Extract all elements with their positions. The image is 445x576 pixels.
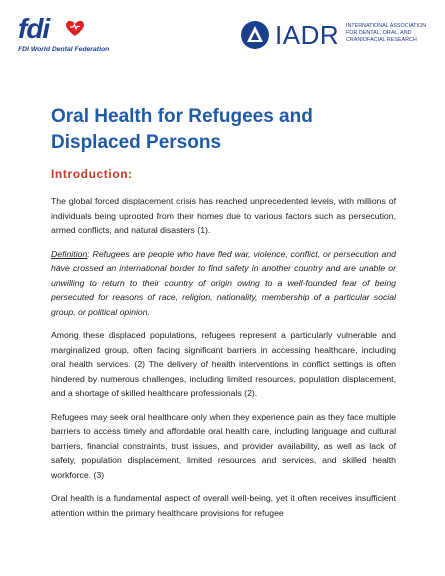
section-heading: Introduction: [51, 167, 133, 181]
iadr-logo-subtitle [346, 23, 445, 44]
paragraph: The global forced displacement crisis has reached unprecedented levels, with millions of individuals being uprooted from their homes due to various factors such as persecution, armed conflicts, and natural disasters (1). [51, 196, 396, 235]
paragraph: Oral health is a fundamental aspect of overall well-being, yet it often receives insufficient attention within the primary healthcare provisions for refugee [51, 493, 396, 518]
paragraph: Refugees may seek oral healthcare only when they experience pain as they face multiple barriers to access timely and affordable oral health care, including language and cultural barriers, financial constraints, trust issues, and provider availability, as well as lack of safety, population displacement, limited resources and services, and skilled health workforce. (3) [51, 411, 396, 480]
iadr-emblem-icon [240, 20, 270, 50]
iadr-subtitle-line: INTERNATIONAL ASSOCIATION [346, 23, 427, 29]
iadr-logo [240, 20, 440, 56]
definition-label: Definition [51, 248, 88, 259]
iadr-subtitle-line: FOR DENTAL, ORAL, AND [346, 30, 412, 36]
title-line: Oral Health for Refugees and [51, 106, 313, 127]
iadr-subtitle-line: CRANIOFACIAL RESEARCH [346, 37, 417, 43]
title-line: Displaced Persons [51, 132, 222, 153]
fdi-logo [18, 14, 108, 58]
fdi-logo-subtitle: FDI World Dental Federation [18, 46, 110, 53]
document-body [51, 194, 396, 520]
definition-text: : Refugees are people who have fled war, violence, conflict, or persecution and have crossed an international border to find safety in another country and are unable or unwilling to return to their country of origin owing to a well-founded fear of being persecuted for reasons of race, religion, nationality, membership of a particular social group, or political opinion. [51, 248, 396, 317]
paragraph: Among these displaced populations, refugees represent a particularly vulnerable and marginalized group, often facing significant barriers in accessing healthcare, including oral health services. (2) The delivery of health interventions in conflict settings is often hindered by numerous challenges, including limited resources, population displacement, and a shortage of skilled healthcare professionals (2). [51, 330, 396, 398]
definition-paragraph [51, 247, 396, 320]
iadr-logo-text: IADR [275, 20, 340, 50]
heart-icon [64, 18, 86, 38]
document-title [51, 104, 391, 156]
fdi-logo-text: fdi [18, 13, 50, 44]
